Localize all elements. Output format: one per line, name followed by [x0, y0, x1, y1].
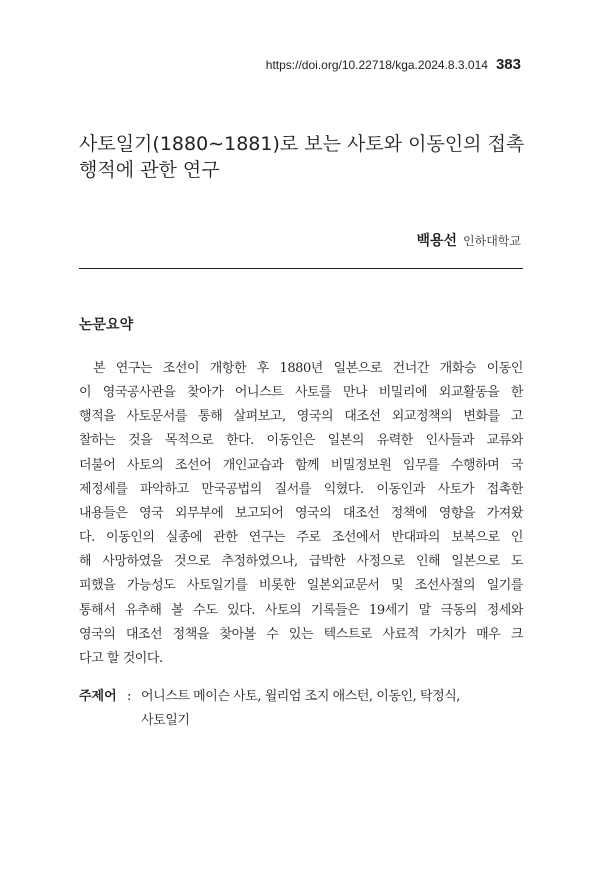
paper-title [79, 131, 529, 183]
author-name: 백용선 [416, 233, 458, 249]
abstract-line: 해 사망하였을 것으로 추정하였으나, 급박한 사정으로 인해 일본으로 도 [79, 554, 523, 570]
abstract-line: 영국의 대조선 정책을 찾아볼 수 있는 텍스트로 사료적 가치가 매우 크 [79, 626, 523, 642]
abstract-heading: 논문요약 [79, 317, 134, 333]
abstract-body [79, 357, 523, 671]
abstract-line: 이 영국공사관을 찾아가 어니스트 사토를 만나 비밀리에 외교활동을 한 [79, 385, 523, 401]
abstract-line: 다고 할 것이다. [79, 650, 163, 666]
author-block [416, 230, 521, 250]
abstract-line: 제정세를 파악하고 만국공법의 질서를 익혔다. 이동인과 사토가 접촉한 [79, 481, 523, 497]
paper-title-line: 사토일기(1880∼1881)로 보는 사토와 이동인의 접촉 [79, 133, 525, 155]
abstract-line: 본 연구는 조선이 개항한 후 1880년 일본으로 건너간 개화승 이동인 [93, 361, 523, 376]
page-number: 383 [495, 56, 521, 73]
author-affiliation: 인하대학교 [463, 234, 521, 248]
abstract-line: 다. 이동인의 실종에 관한 연구는 주로 조선에서 반대파의 보복으로 인 [79, 530, 523, 546]
abstract-line: 찰하는 것을 목적으로 한다. 이동인은 일본의 유력한 인사들과 교류와 [79, 433, 523, 449]
abstract-line: 통해서 유추해 볼 수도 있다. 사토의 기록들은 19세기 말 극동의 정세와 [79, 602, 523, 618]
keywords-values: 어니스트 메이슨 사토, 윌리엄 조지 애스턴, 이동인, 탁정식, [141, 689, 460, 704]
abstract-line: 행적을 사토문서를 통해 살펴보고, 영국의 대조선 외교정책의 변화를 고 [79, 409, 523, 425]
header-divider [79, 268, 523, 269]
keywords-block [79, 685, 523, 733]
running-header [266, 56, 521, 73]
keywords-label: 주제어 [79, 689, 117, 704]
keywords-row [79, 685, 523, 709]
keywords-separator: : [127, 689, 132, 704]
abstract-line: 내용들은 영국 외무부에 보고되어 영국의 대조선 정책에 영향을 가져왔 [79, 505, 523, 521]
keywords-values-continued: 사토일기 [141, 713, 190, 728]
doi-link[interactable]: https://doi.org/10.22718/kga.2024.8.3.014 [265, 58, 488, 72]
abstract-line: 피했을 가능성도 사토일기를 비롯한 일본외교문서 및 조선사절의 일기를 [79, 578, 523, 594]
paper-title-line: 행적에 관한 연구 [79, 159, 220, 181]
abstract-line: 더불어 사토의 조선어 개인교습과 함께 비밀정보원 임무를 수행하며 국 [79, 457, 523, 473]
